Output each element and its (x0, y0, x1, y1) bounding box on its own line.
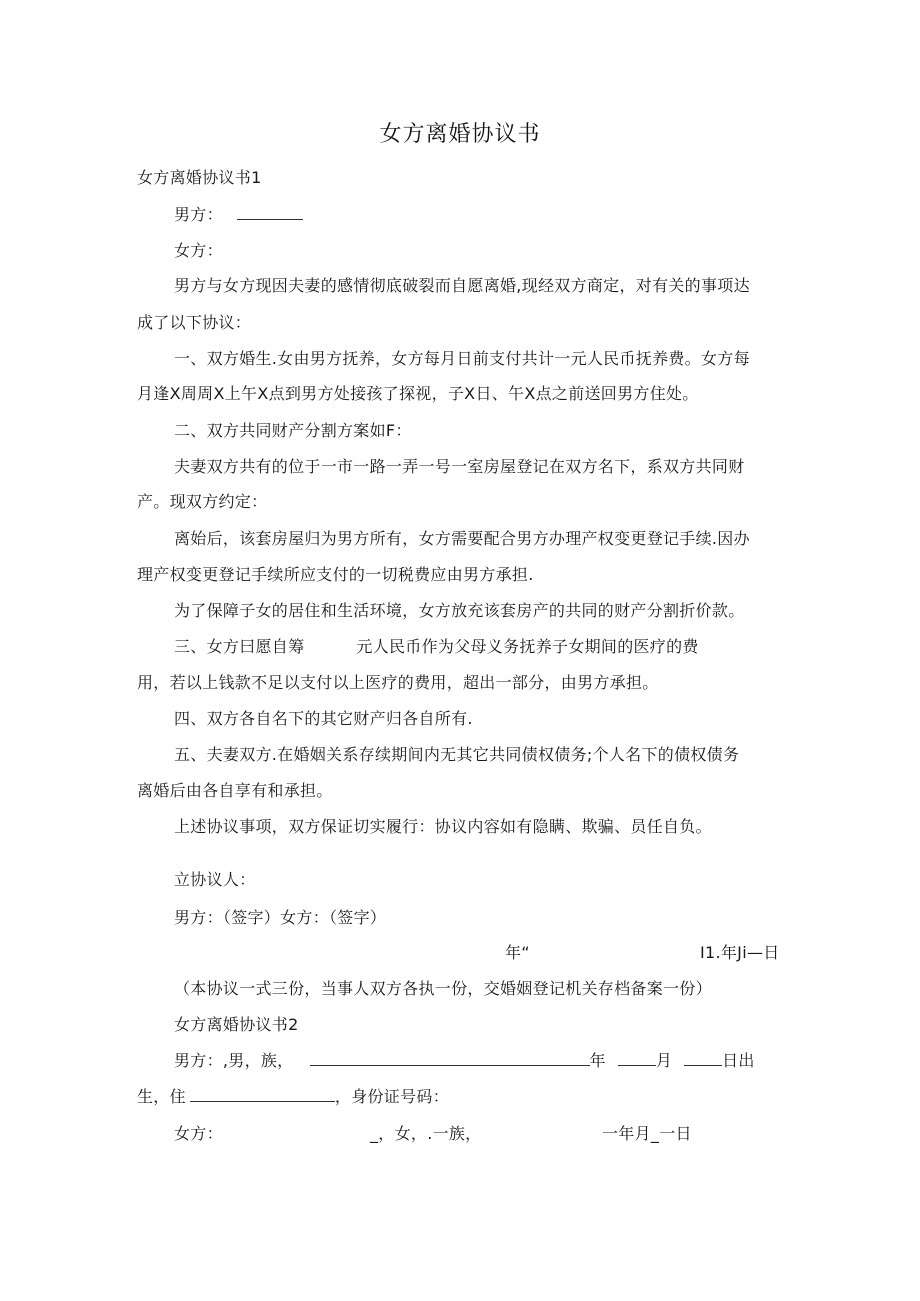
item2b-line-1: 离始后，该套房屋归为男方所有，女方需要配合男方办理产权变更登记手续.因办 (174, 529, 750, 548)
male-party-line (174, 205, 303, 225)
doc2-male-year: 年 (589, 1051, 606, 1070)
doc2-female-date: 一年月_一日 (602, 1124, 692, 1143)
item2b-line-2: 理产权变更登记手续所应支付的一切税费应由男方承担. (137, 565, 534, 584)
doc2-id-label: ，身份证号码： (334, 1087, 450, 1106)
male-label: 男方： (174, 205, 223, 224)
doc2-residence-line (137, 1087, 449, 1107)
item3-line-1 (174, 637, 699, 657)
closing-statement: 上述协议事项，双方保证切实履行：协议内容如有隐瞒、欺骗、员任自负。 (174, 817, 712, 836)
item2c-line: 为了保障子女的居住和生活环境，女方放充该套房产的共同的财产分割折价款。 (174, 601, 745, 620)
date-left: 年“ (505, 943, 530, 962)
item1-line-2: 月逢X周周X上午X点到男方处接孩了探视，子X日、午X点之前送回男方住处。 (137, 384, 699, 403)
doc2-male-day-blank (684, 1051, 722, 1066)
item2a-line-2: 产。现双方约定： (137, 492, 268, 511)
doc2-male-month: 月 (655, 1051, 673, 1070)
item1-line-1: 一、双方婚生.女由男方抚养，女方每月日前支付共计一元人民币抚养费。女方每 (174, 349, 750, 368)
doc2-heading: 女方离婚协议书2 (174, 1015, 299, 1034)
doc2-residence-label: 生，住 (137, 1087, 186, 1106)
item5-line-2: 离婚后由各自享有和承担。 (137, 781, 333, 800)
item4-line: 四、双方各自名下的其它财产归各自所有. (174, 709, 473, 728)
intro-line-1: 男方与女方现因夫妻的感情彻底破裂而自愿离婚,现经双方商定，对有关的事项达 (174, 276, 750, 295)
doc1-heading: 女方离婚协议书1 (137, 168, 262, 187)
intro-line-2: 成了以下协议： (137, 313, 252, 332)
doc2-male-month-blank (618, 1051, 656, 1066)
item2-heading: 二、双方共同财产分割方案如F： (174, 421, 412, 440)
doc2-female-label: 女方： (174, 1124, 223, 1143)
item5-line-1: 五、夫妻双方.在婚姻关系存续期间内无其它共同债权债务;个人名下的债权债务 (174, 745, 740, 764)
doc2-male-label: 男方：,男，族， (174, 1051, 294, 1070)
document-title: 女方离婚协议书 (379, 122, 541, 147)
doc2-male-day: 日出 (722, 1051, 755, 1070)
item3-part-a: 三、女方曰愿自筹 (174, 637, 305, 656)
male-name-blank (237, 205, 303, 220)
date-right: I1.年Ji—日 (700, 943, 780, 962)
signature-line: 男方：（签字）女方：（签字） (174, 908, 387, 927)
doc2-male-name-blank (310, 1051, 590, 1066)
copies-note: （本协议一式三份，当事人双方各执一份，交婚姻登记机关存档备案一份） (174, 979, 712, 998)
female-party-label: 女方： (174, 241, 223, 260)
doc2-female-info: _，女，.一族， (370, 1124, 482, 1143)
signatories-label: 立协议人： (174, 870, 256, 889)
doc2-residence-blank (190, 1087, 335, 1102)
doc2-male-line (174, 1051, 755, 1071)
item2a-line-1: 夫妻双方共有的位于一市一路一弄一号一室房屋登记在双方名下，系双方共同财 (174, 457, 745, 476)
item3-part-b: 元人民币作为父母义务抚养子女期间的医疗的费 (356, 637, 699, 656)
item3-line-2: 用，若以上钱款不足以支付以上医疗的费用，超出一部分，由男方承担。 (137, 673, 659, 692)
